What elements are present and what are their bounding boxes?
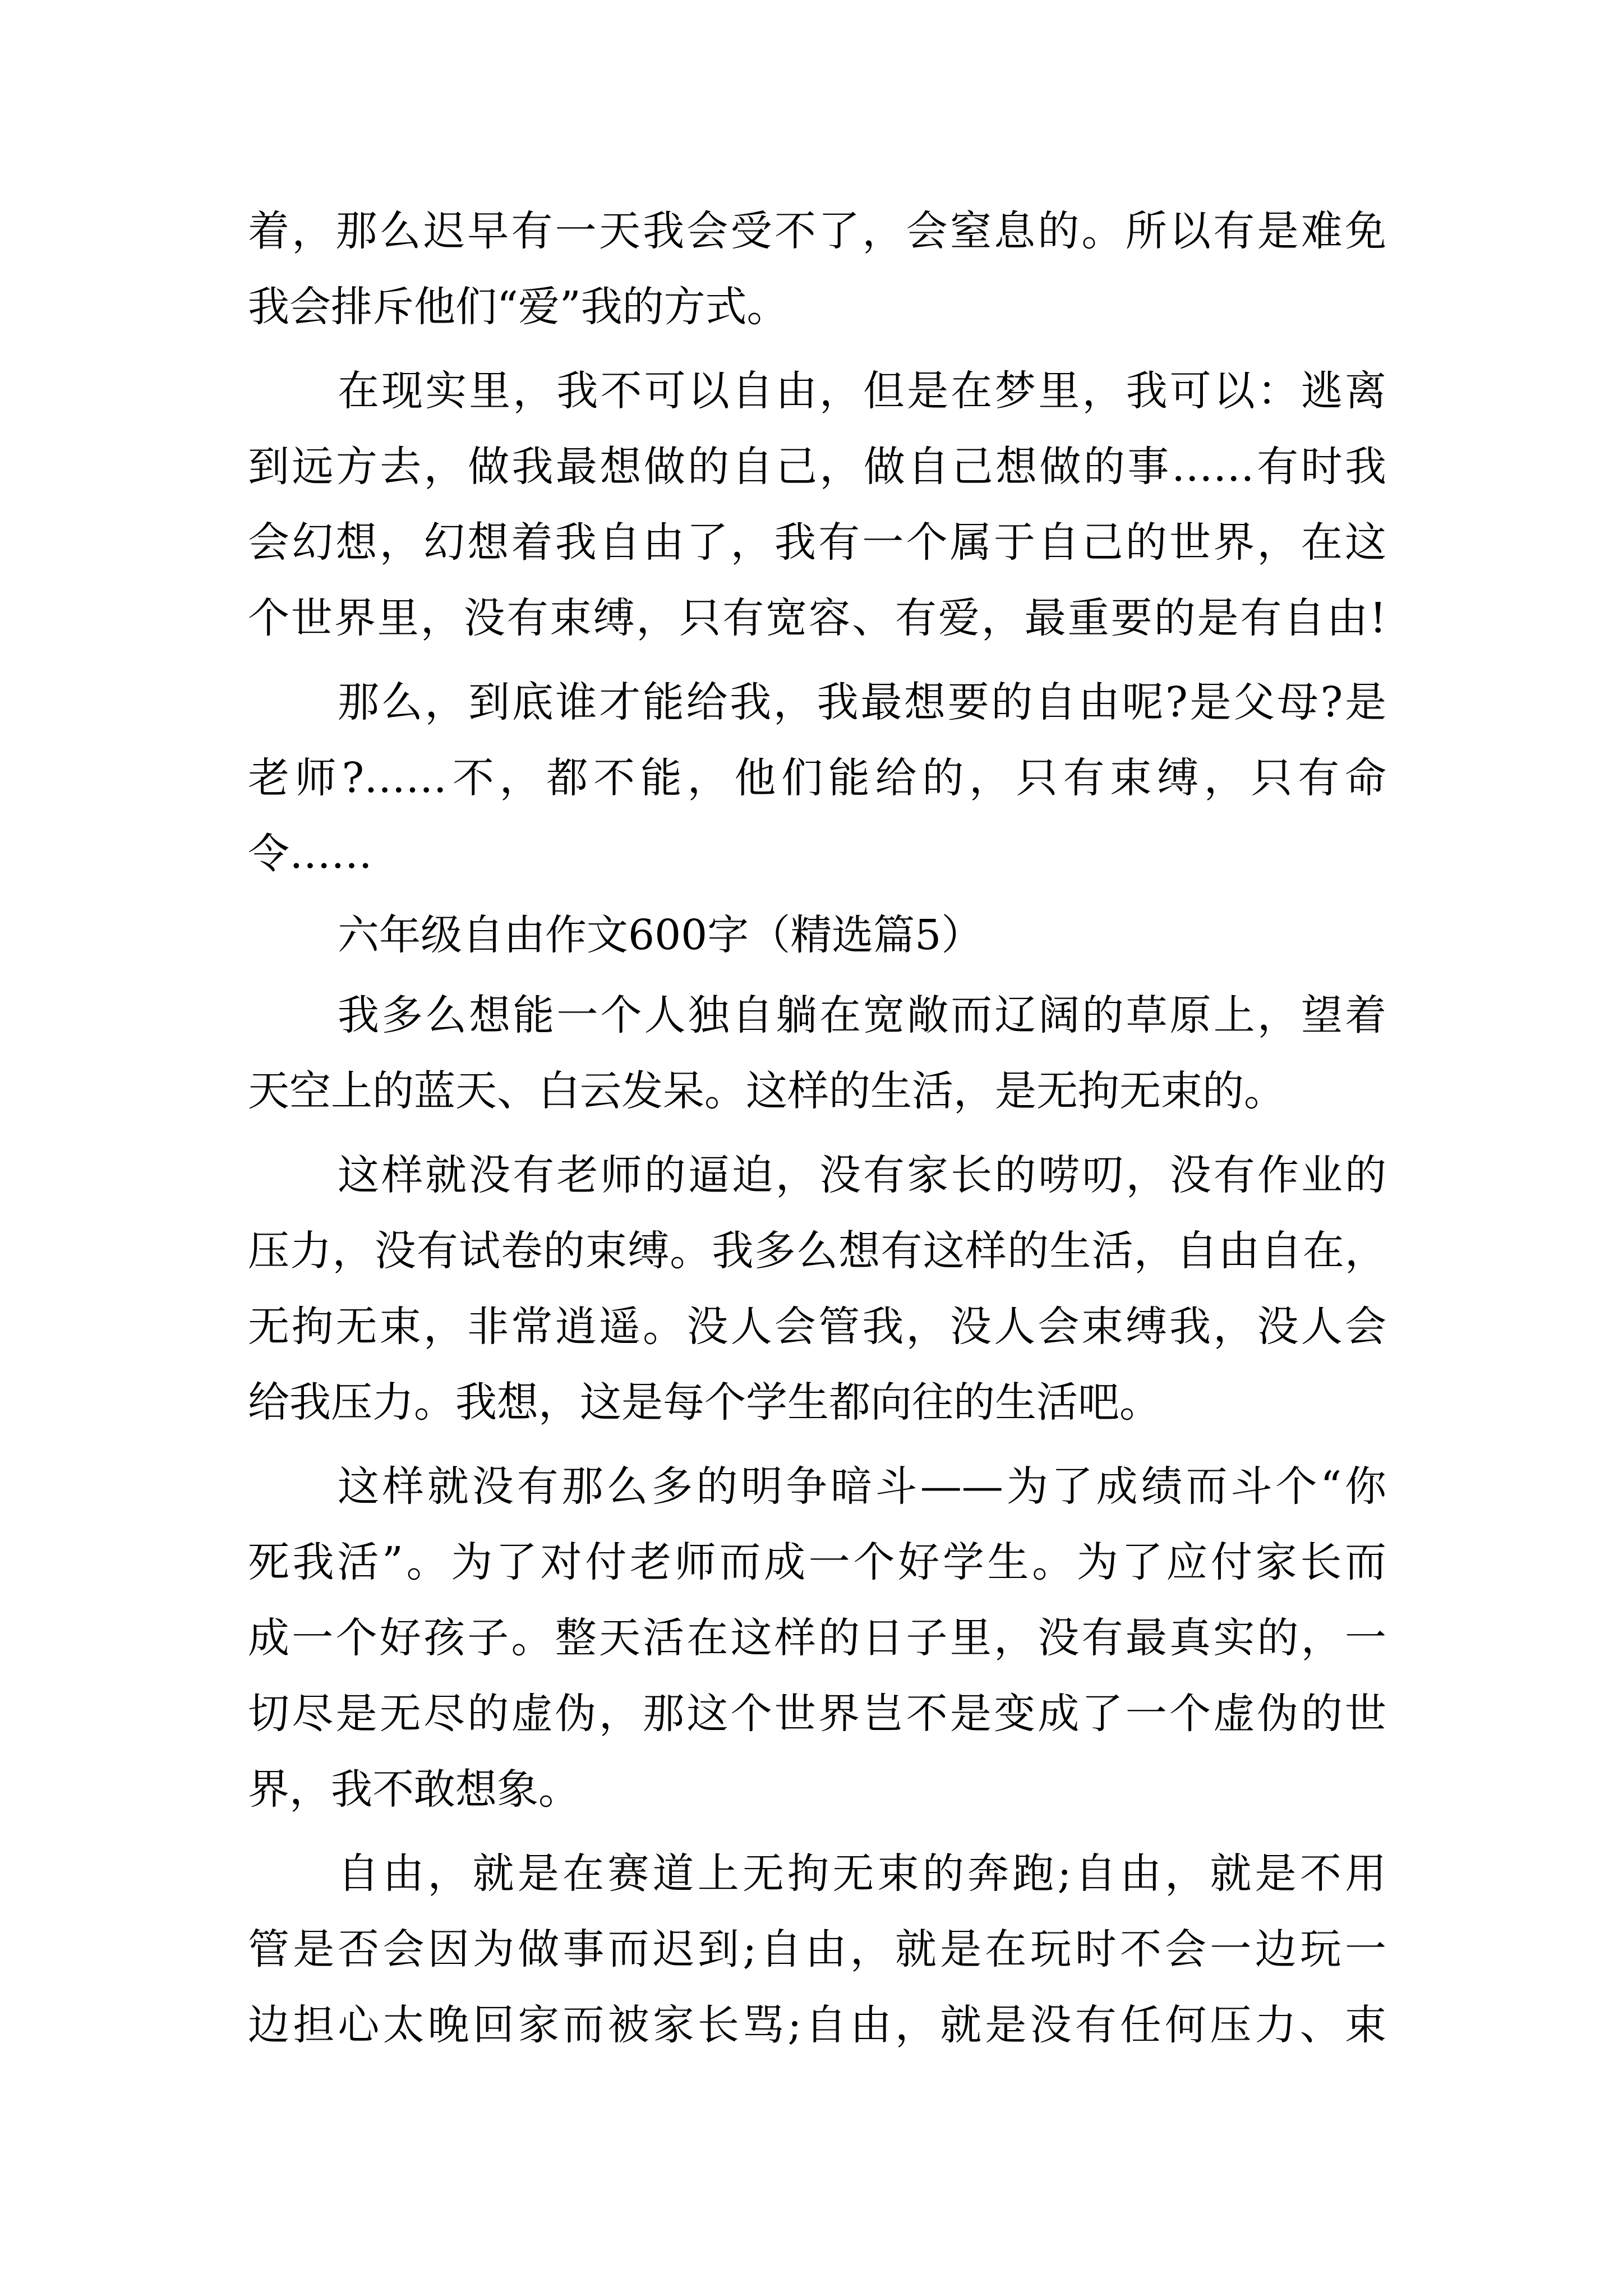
text-line: 令…… [248, 830, 372, 878]
text-line: 界，我不敢想象。 [248, 1765, 580, 1814]
text-line: 天空上的蓝天、白云发呆。这样的生活，是无拘无束的。 [248, 1067, 1285, 1115]
text-line: 给我压力。我想，这是每个学生都向往的生活吧。 [248, 1378, 1161, 1427]
text-line: 切尽是无尽的虚伪，那这个世界岂不是变成了一个虚伪的世 [248, 1690, 1386, 1738]
text-line: 到远方去，做我最想做的自己，做自己想做的事……有时我 [248, 443, 1386, 491]
text-line: 死我活”。为了对付老师而成一个好学生。为了应付家长而 [248, 1538, 1386, 1586]
document-page [248, 197, 1386, 2105]
text-line: 老师?……不，都不能，他们能给的，只有束缚，只有命 [248, 754, 1386, 802]
text-line: 无拘无束，非常逍遥。没人会管我，没人会束缚我，没人会 [248, 1303, 1386, 1351]
text-line: 管是否会因为做事而迟到;自由，就是在玩时不会一边玩一 [248, 1925, 1386, 1973]
text-line: 个世界里，没有束缚，只有宽容、有爱，最重要的是有自由! [248, 594, 1386, 642]
text-line: 着，那么迟早有一天我会受不了，会窒息的。所以有是难免 [248, 207, 1386, 255]
text-line: 这样就没有老师的逼迫，没有家长的唠叨，没有作业的 [338, 1151, 1386, 1199]
text-line: 边担心太晚回家而被家长骂;自由，就是没有任何压力、束 [248, 2001, 1386, 2049]
text-line: 我多么想能一个人独自躺在宽敞而辽阔的草原上，望着 [338, 991, 1386, 1039]
text-line: 会幻想，幻想着我自由了，我有一个属于自己的世界，在这 [248, 518, 1386, 567]
text-line: 自由，就是在赛道上无拘无束的奔跑;自由，就是不用 [338, 1849, 1386, 1898]
text-line: 我会排斥他们“爱”我的方式。 [248, 283, 789, 331]
text-line: 这样就没有那么多的明争暗斗——为了成绩而斗个“你 [338, 1462, 1386, 1511]
text-line: 那么，到底谁才能给我，我最想要的自由呢?是父母?是 [338, 678, 1386, 726]
section-heading: 六年级自由作文600字（精选篇5） [338, 911, 983, 959]
text-line: 成一个好孩子。整天活在这样的日子里，没有最真实的，一 [248, 1614, 1386, 1662]
text-line: 压力，没有试卷的束缚。我多么想有这样的生活，自由自在， [248, 1227, 1386, 1275]
text-line: 在现实里，我不可以自由，但是在梦里，我可以：逃离 [338, 367, 1386, 415]
